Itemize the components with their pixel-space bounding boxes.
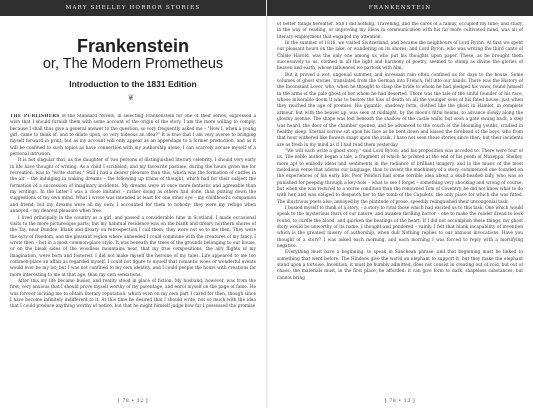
paragraph: of better things hereafter. Still I did nothing. Travelling, and the cares of a family, occupied my time; and study, in the way of reading, or improving my ideas in communication with his far more cultivated mind, was all of literary employment that engaged my attention. xyxy=(277,22,523,40)
fleuron-ornament-icon: ❦ xyxy=(127,93,139,102)
page-number-right: [ 78 • 13 ] xyxy=(384,399,416,404)
running-head-right: FRANKENSTEIN xyxy=(267,0,533,16)
paragraph: It is not singular that, as the daughter of two persons of distinguished literary celebrity, I should very early in life have thought of writing. As a child I scribbled; and my favourite pastime, during the hours given me for recreation, was to "write stories." Still I had a dearer pleasure than this, which was the formation of castles in the air – the indulging in waking dreams – the following up trains of thought, which had for their subject the formation of a succession of imaginary incidents. My dreams were at once more fantastic and agreeable than my writings. In the latter I was a close imitator – rather doing as others had done, than putting down the suggestions of my own mind. What I wrote was intended at least for one other eye – my childhood's companion and friend; but my dreams were all my own; I accounted for them to nobody; they were my refuge when annoyed – my dearest pleasure when free. xyxy=(10,158,256,215)
paragraph: But it proved a wet, ungenial summer, and incessant rain often confined us for days to the house. Some volumes of ghost stories, translated from the German into French, fell into our hands. There was the History of the Inconstant Lover, who, when he thought to clasp the bride to whom he had pledged his vows, found himself in the arms of the pale ghost of her whom he had deserted. There was the tale of the sinful founder of his race, whose miserable doom it was to bestow the kiss of death on all the younger sons of his fated house, just when they reached the age of promise. His gigantic, shadowy form, clothed like the ghost in Hamlet, in complete armour, but with the beaver up, was seen at midnight, by the moon's fitful beams, to advance slowly along the gloomy avenue. The shape was lost beneath the shadow of the castle walls; but soon a gate swung back, a step was heard, the door of the chamber opened, and he advanced to the couch of the blooming youths, cradled in healthy sleep. Eternal sorrow sat upon his face as he bent down and kissed the forehead of the boys, who from that hour withered like flowers snapt upon the stalk. I have not seen these stories since then; but their incidents are as fresh in my mind as if I had read them yesterday. xyxy=(277,72,523,148)
page-number-left: [ 78 • 12 ] xyxy=(117,399,149,404)
intro-heading: Introduction to the 1831 Edition xyxy=(69,79,197,89)
left-body-text xyxy=(10,114,256,392)
left-page xyxy=(0,0,266,408)
right-page xyxy=(267,0,533,408)
paragraph: After this my life became busier, and reality stood in place of fiction. My husband, however, was from the first, very anxious that I should prove myself worthy of my parentage, and enrol myself on the page of fame. He was forever inciting me to obtain literary reputation, which even on my own part I cared for then, though since I have become infinitely indifferent to it. At this time he desired that I should write, not so much with the idea that I could produce anything worthy of notice, but that he might himself judge how far I possessed the promise xyxy=(10,278,256,310)
paragraph: I lived principally in the country as a girl, and passed a considerable time in Scotland. I made occasional visits to the more picturesque parts; but my habitual residence was on the blank and dreary northern shores of the Tay, near Dundee. Blank and dreary on retrospection I call them; they were not so to me then. They were the eyry of freedom, and the pleasant region where unheeded I could commune with the creatures of my fancy. I wrote then – but in a most common-place style. It was beneath the trees of the grounds belonging to our house, or on the bleak sides of the woodless mountains near, that my true compositions, the airy flights of my imagination, were born and fostered. I did not make myself the heroine of my tales. Life appeared to me too common-place an affair as regarded myself. I could not figure to myself that romantic woes or wonderful events would ever be my lot; but I was not confined to my own identity, and I could people the hours with creations far more interesting to me at that age, than my own sensations. xyxy=(10,215,256,278)
running-head-left: MARY SHELLEY HORROR STORIES xyxy=(0,0,266,16)
right-body-text xyxy=(277,22,523,392)
paragraph: I busied myself to think of a story, – a story to rival those which had excited us to this task. One which would speak to the mysterious fears of our nature, and awaken thrilling horror – one to make the reader dread to look round, to curdle the blood, and quicken the beatings of the heart. If I did not accomplish these things, my ghost story would be unworthy of its name. I thought and pondered – vainly. I felt that blank incapability of invention which is the greatest misery of authorship, when dull Nothing replies to our anxious invocations. Have you thought of a story? I was asked each morning, and each morning I was forced to reply with a mortifying negative. xyxy=(277,205,523,250)
paragraph: Everything must have a beginning, to speak in Sanchean phrase; and that beginning must be linked to something that went before. The Hindoos give the world an elephant to support it, but they make the elephant stand upon a tortoise. Invention, it must be humbly admitted, does not consist in creating out of void, but out of chaos; the materials must, in the first place, be afforded: it can give form to dark, shapeless substances, but cannot bring xyxy=(277,250,523,281)
book-title: Frankenstein xyxy=(76,36,190,56)
book-subtitle: or, The Modern Prometheus xyxy=(42,56,224,72)
paragraph: of the Standard Novels, in selecting Frankenstein for one of their series, expressed a wish that I should furnish them with some account of the origin of the story. I am the more willing to comply, because I shall thus give a general answer to the question, so very frequently asked me – "How I, when a young girl, came to think of, and to dilate upon, so very hideous an idea?" It is true that I am very averse to bringing myself forward in print; but as my account will only appear as an appendage to a former production, and as it will be confined to such topics as have connection with my authorship alone, I can scarcely accuse myself of a personal intrusion. xyxy=(10,114,256,158)
paragraph: "We will each write a ghost story," said Lord Byron; and his proposition was acceded to. There were four of us. The noble author began a tale, a fragment of which he printed at the end of his poem of Mazeppa. Shelley, more apt to embody ideas and sentiments in the radiance of brilliant imagery, and in the music of the most melodious verse that adorns our language, than to invent the machinery of a story, commenced one founded on the experiences of his early life. Poor Polidori had some terrible idea about a skull-headed lady, who was so punished for peeping through a key-hole – what to see I forget – something very shocking and wrong of course; but when she was reduced to a worse condition than the renowned Tom of Coventry, he did not know what to do with her, and was obliged to despatch her to the tomb of the Capulets, the only place for which she was fitted. The illustrious poets also, annoyed by the platitude of prose, speedily relinquished their uncongenial task. xyxy=(277,148,523,205)
lead-in-text: THE PUBLISHERS xyxy=(10,114,60,119)
paragraph: In the summer of 1816, we visited Switzerland, and became the neighbours of Lord Byron. At first we spent our pleasant hours on the lake, or wandering on its shores; and Lord Byron, who was writing the third canto of Childe Harold, was the only one among us who put his thoughts upon paper. These, as he brought them successively to us, clothed in all the light and harmony of poetry, seemed to stamp as divine the glories of heaven and earth, whose influences we partook with him. xyxy=(277,41,523,72)
